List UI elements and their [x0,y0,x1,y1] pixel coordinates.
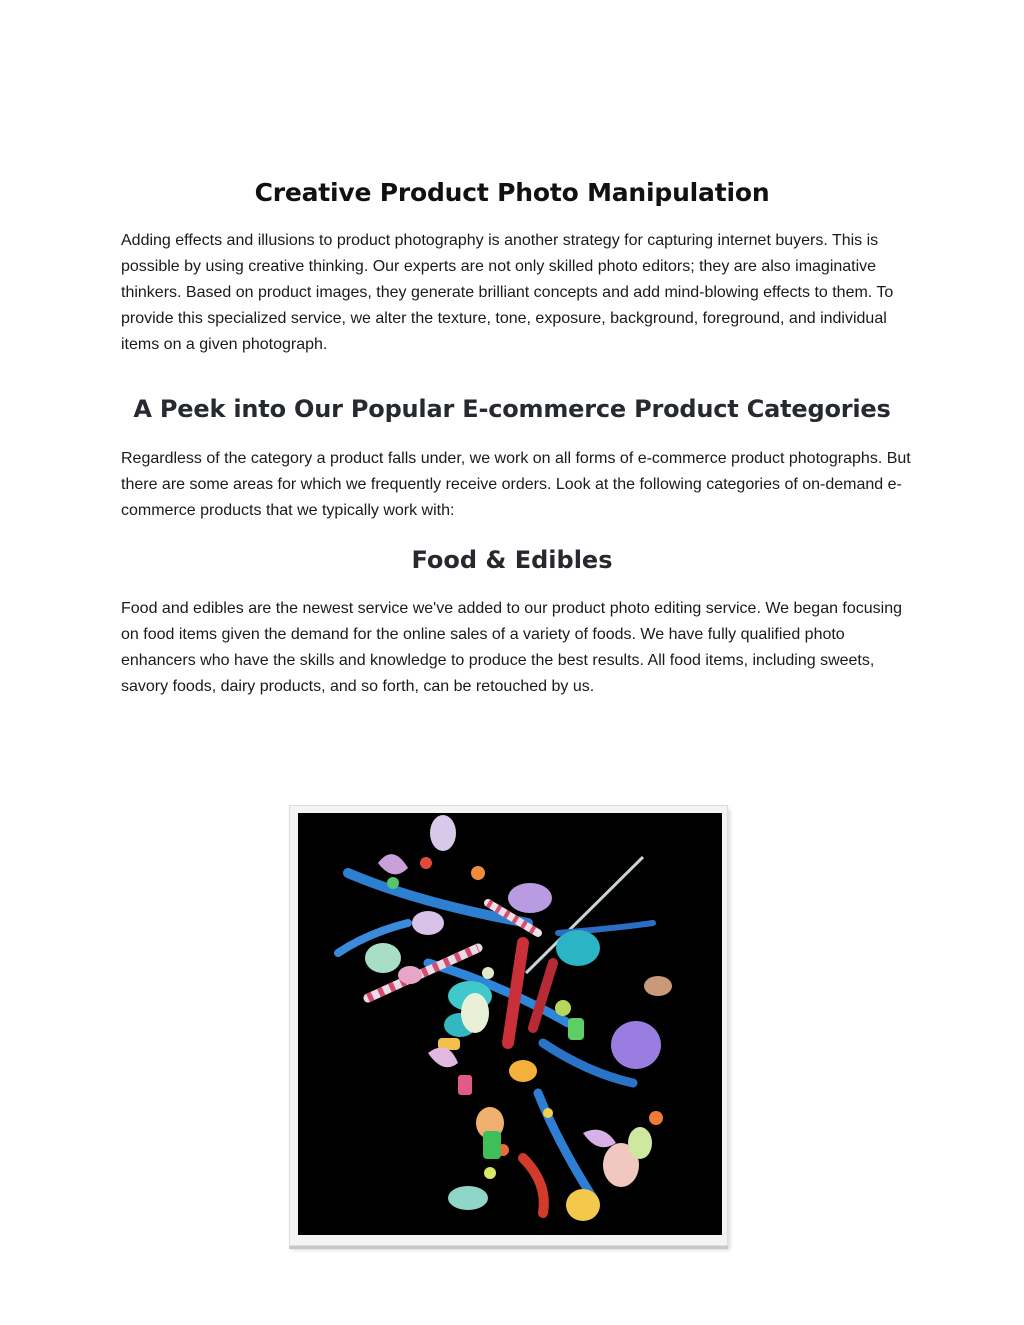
candy-photo-frame [289,805,728,1246]
paragraph-food-edibles: Food and edibles are the newest service we've added to our product photo editing service. We began focusing on food items given the demand for the online sales of a variety of foods. We have fully qualified photo enhancers who have the skills and knowledge to produce the best results. All food items, including sweets, savory foods, dairy products, and so forth, can be retouched by us. [121,600,903,695]
heading-product-categories: A Peek into Our Popular E-commerce Product Categories [133,395,891,423]
candy-illustration [298,813,722,1235]
heading-food-edibles: Food & Edibles [411,546,613,574]
paragraph-creative-manipulation: Adding effects and illusions to product photography is another strategy for capturing internet buyers. This is possible by using creative thinking. Our experts are not only skilled photo editors; they are also imaginative thinkers. Based on product images, they generate brilliant concepts and add mind-blowing effects to them. To provide this specialized service, we alter the texture, tone, exposure, background, foreground, and individual items on a given photograph. [121,232,894,353]
candy-photo [298,813,722,1235]
paragraph-product-categories: Regardless of the category a product falls under, we work on all forms of e-commerce product photographs. But there are some areas for which we frequently receive orders. Look at the following categories of on-demand e-commerce products that we typically work with: [121,450,911,519]
heading-creative-manipulation: Creative Product Photo Manipulation [254,178,770,207]
